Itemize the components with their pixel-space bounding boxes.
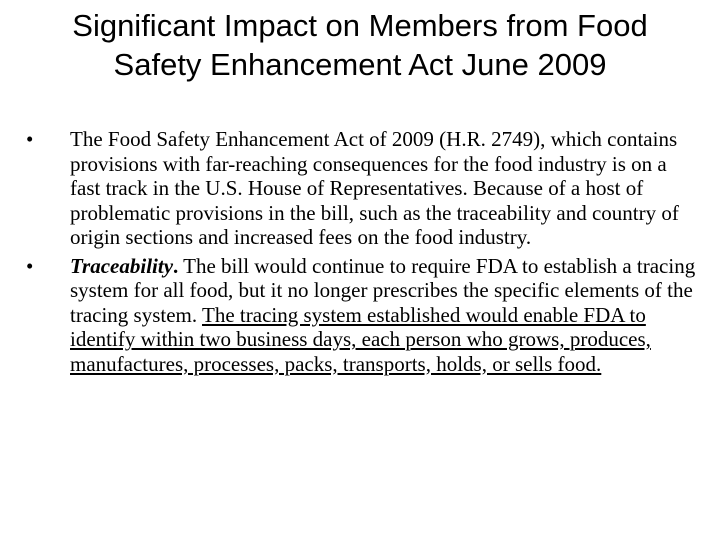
slide-title: Significant Impact on Members from Food Safety Enhancement Act June 2009	[72, 8, 648, 82]
bullet-marker: •	[26, 253, 34, 278]
bullet-marker: •	[26, 127, 34, 151]
bullet-list	[24, 127, 700, 380]
bullet-text: The bill would continue to require FDA to establish a tracing system for all food, but it no longer prescribes the specific elements of the tracing system.	[70, 253, 696, 327]
bullet-text: The Food Safety Enhancement Act of 2009 (H.R. 2749), which contains provisions with far-reaching consequences for the food industry is on a fast track in the U.S. House of Representatives. Because of a host of problematic provisions in the bill, such as the traceability and country of origin sections and increased fees on the food industry.	[70, 127, 679, 249]
bullet-item-bill-overview	[24, 127, 700, 250]
bullet-lead-term: Traceability	[70, 253, 174, 278]
bullet-underlined-text: The tracing system established would enable FDA to identify within two business days, each person who grows, produces, manufactures, processes, packs, transports, holds, or sells food.	[70, 302, 651, 376]
bullet-lead-punctuation: .	[173, 253, 179, 278]
bullet-item-traceability	[24, 254, 700, 377]
